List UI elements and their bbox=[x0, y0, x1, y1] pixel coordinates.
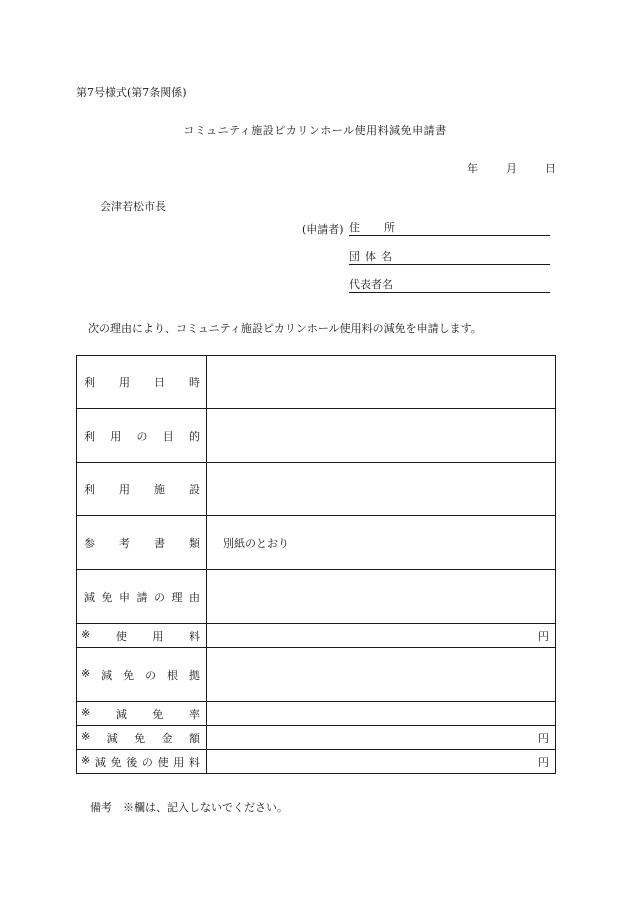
usage-datetime-value-cell[interactable] bbox=[207, 356, 556, 409]
table-row-reduction-reason bbox=[77, 570, 556, 624]
usage-purpose-value-cell[interactable] bbox=[207, 409, 556, 463]
label-char: ※ bbox=[81, 666, 91, 680]
label-char: 的 bbox=[189, 429, 200, 443]
reduction-amount-value bbox=[207, 731, 223, 744]
yen-unit: 円 bbox=[538, 731, 549, 745]
address-field[interactable] bbox=[349, 221, 550, 236]
label-char: 料 bbox=[188, 755, 200, 769]
table-row-usage-purpose bbox=[77, 409, 556, 463]
usage-fee-value-cell[interactable] bbox=[207, 624, 556, 648]
addressee: 会津若松市長 bbox=[100, 200, 166, 213]
usage-purpose-label bbox=[77, 409, 207, 463]
label-char: の bbox=[145, 668, 157, 682]
label-char: 用 bbox=[119, 483, 130, 496]
table-row-reduction-basis bbox=[77, 648, 556, 702]
label-char: 免 bbox=[134, 731, 146, 745]
label-char: 料 bbox=[189, 629, 200, 643]
reference-documents-value: 別紙のとおり bbox=[223, 536, 289, 550]
usage-fee-label bbox=[77, 624, 207, 648]
table-row-reference-documents bbox=[77, 516, 556, 570]
fee-after-reduction-value-cell[interactable] bbox=[207, 750, 556, 774]
label-char: ※ bbox=[81, 705, 91, 719]
fee-after-reduction-label bbox=[77, 750, 207, 774]
usage-datetime-value bbox=[207, 376, 223, 389]
label-char: 理 bbox=[171, 590, 183, 604]
representative-name-label: 代表者名 bbox=[349, 278, 393, 291]
label-char: の bbox=[154, 590, 165, 604]
table-row-usage-facility bbox=[77, 463, 556, 516]
date-day: 日 bbox=[545, 162, 556, 175]
label-char: 参 bbox=[84, 536, 95, 550]
reduction-basis-value bbox=[207, 668, 223, 681]
label-char: 額 bbox=[188, 731, 200, 745]
remarks-note: 備考 ※欄は、記入しないでください。 bbox=[90, 801, 288, 814]
label-char: ※ bbox=[81, 729, 91, 743]
label-char: 書 bbox=[154, 536, 165, 550]
label-char: 用 bbox=[152, 629, 164, 643]
usage-datetime-label bbox=[77, 356, 207, 409]
label-char: 後 bbox=[126, 755, 138, 769]
label-char: 施 bbox=[154, 483, 165, 496]
form-number: 第7号様式(第7条関係) bbox=[76, 86, 187, 99]
yen-unit: 円 bbox=[538, 629, 549, 643]
table-row-usage-datetime bbox=[77, 356, 556, 409]
usage-purpose-value bbox=[207, 429, 223, 442]
reference-documents-value-cell[interactable] bbox=[207, 516, 556, 570]
label-char: 日 bbox=[154, 376, 165, 389]
label-char: 根 bbox=[167, 668, 179, 682]
label-char: ※ bbox=[81, 753, 91, 767]
reduction-reason-value-cell[interactable] bbox=[207, 570, 556, 624]
label-char: 免 bbox=[123, 668, 135, 682]
address-label: 住 所 bbox=[349, 221, 395, 234]
label-char: 金 bbox=[161, 731, 173, 745]
label-char: 減 bbox=[94, 755, 106, 769]
fee-after-reduction-value bbox=[207, 755, 223, 768]
reduction-rate-label bbox=[77, 702, 207, 726]
label-char: の bbox=[141, 755, 153, 769]
label-char: 使 bbox=[157, 755, 169, 769]
group-name-field[interactable] bbox=[349, 250, 550, 265]
date-line bbox=[467, 160, 556, 176]
label-char: 用 bbox=[110, 429, 122, 443]
label-char: 時 bbox=[189, 376, 200, 389]
label-char: 減 bbox=[101, 668, 113, 682]
label-char: 減 bbox=[84, 590, 95, 604]
document-title: コミュニティ施設ピカリンホール使用料減免申請書 bbox=[183, 124, 447, 137]
applicant-label: (申請者) bbox=[302, 223, 344, 236]
reference-documents-label bbox=[77, 516, 207, 570]
label-char: 率 bbox=[189, 707, 200, 721]
usage-facility-label bbox=[77, 463, 207, 516]
table-row-reduction-amount bbox=[77, 726, 556, 750]
label-char: 設 bbox=[189, 483, 200, 496]
label-char: 免 bbox=[152, 707, 164, 721]
label-char: 用 bbox=[173, 755, 185, 769]
label-char: の bbox=[136, 429, 148, 443]
label-char: 使 bbox=[115, 629, 127, 643]
yen-unit: 円 bbox=[538, 755, 549, 769]
label-char: 免 bbox=[110, 755, 122, 769]
reduction-reason-value bbox=[207, 590, 223, 603]
reduction-amount-label bbox=[77, 726, 207, 750]
table-row-fee-after-reduction bbox=[77, 750, 556, 774]
label-char: 免 bbox=[101, 590, 113, 604]
date-year: 年 bbox=[467, 162, 478, 175]
label-char: 請 bbox=[136, 590, 148, 604]
label-char: 類 bbox=[189, 536, 200, 550]
label-char: 由 bbox=[189, 590, 200, 604]
usage-facility-value bbox=[207, 483, 223, 496]
reduction-basis-label bbox=[77, 648, 207, 702]
reduction-rate-value bbox=[207, 707, 223, 720]
usage-fee-value bbox=[207, 629, 223, 642]
label-char: 拠 bbox=[188, 668, 200, 682]
reduction-amount-value-cell[interactable] bbox=[207, 726, 556, 750]
application-table bbox=[76, 355, 556, 774]
table-row-usage-fee bbox=[77, 624, 556, 648]
usage-facility-value-cell[interactable] bbox=[207, 463, 556, 516]
label-char: ※ bbox=[81, 627, 91, 641]
reduction-reason-label bbox=[77, 570, 207, 624]
group-name-label: 団 体 名 bbox=[349, 250, 392, 263]
label-char: 利 bbox=[84, 429, 95, 443]
label-char: 利 bbox=[84, 376, 95, 389]
label-char: 考 bbox=[119, 536, 130, 550]
label-char: 利 bbox=[84, 483, 95, 496]
date-month: 月 bbox=[506, 162, 517, 175]
label-char: 減 bbox=[106, 731, 118, 745]
label-char: 用 bbox=[119, 376, 130, 389]
intro-text: 次の理由により、コミュニティ施設ピカリンホール使用料の減免を申請します。 bbox=[88, 322, 482, 335]
label-char: 申 bbox=[119, 590, 130, 604]
label-char: 減 bbox=[115, 707, 127, 721]
representative-name-field[interactable] bbox=[349, 278, 550, 293]
reduction-basis-value-cell[interactable] bbox=[207, 648, 556, 702]
reduction-rate-value-cell[interactable] bbox=[207, 702, 556, 726]
label-char: 目 bbox=[162, 429, 174, 443]
table-row-reduction-rate bbox=[77, 702, 556, 726]
